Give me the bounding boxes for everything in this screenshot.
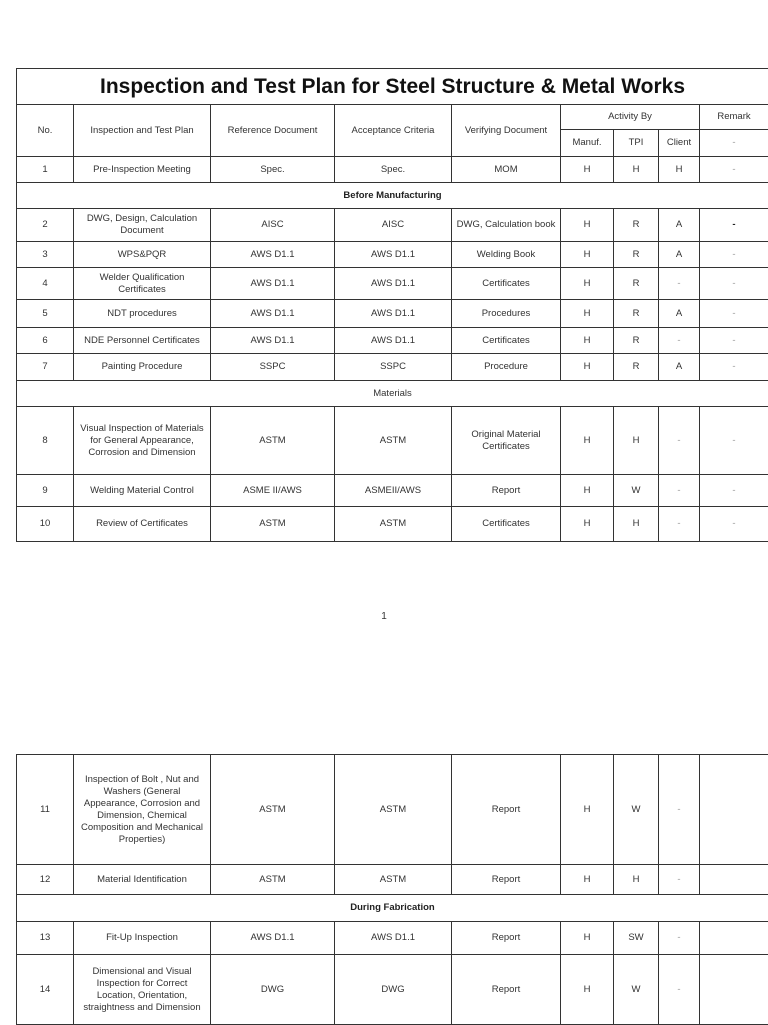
row-acceptance: AWS D1.1 [335,268,452,300]
table-row [17,475,768,507]
row-no: 3 [17,242,74,268]
row-remark: - [700,407,768,475]
row-client: - [659,865,700,895]
row-remark [700,955,768,1025]
row-no: 13 [17,922,74,955]
row-reference: DWG [211,955,335,1025]
row-verifying: Certificates [452,507,561,542]
header-tpi: TPI [614,130,659,157]
row-manuf: H [561,209,614,242]
row-manuf: H [561,865,614,895]
header-manuf: Manuf. [561,130,614,157]
row-plan: Inspection of Bolt , Nut and Washers (General Appearance, Corrosion and Dimension, Chemical Composition and Mechanical Properties) [74,755,211,865]
row-no: 6 [17,328,74,354]
row-no: 11 [17,755,74,865]
row-verifying: Report [452,755,561,865]
page-number: 1 [0,611,768,622]
document-title: Inspection and Test Plan for Steel Structure & Metal Works [17,69,768,105]
row-plan: WPS&PQR [74,242,211,268]
row-client: A [659,354,700,381]
table-row [17,755,768,865]
row-manuf: H [561,922,614,955]
table-row [17,955,768,1025]
row-manuf: H [561,268,614,300]
row-plan: Painting Procedure [74,354,211,381]
row-plan: DWG, Design, Calculation Document [74,209,211,242]
row-plan: Welder Qualification Certificates [74,268,211,300]
row-tpi: H [614,407,659,475]
row-client: - [659,475,700,507]
row-reference: ASTM [211,507,335,542]
row-remark: - [700,300,768,328]
row-verifying: Report [452,475,561,507]
row-reference: ASTM [211,407,335,475]
row-remark: - [700,209,768,242]
row-acceptance: ASTM [335,865,452,895]
row-tpi: R [614,268,659,300]
row-client: A [659,209,700,242]
row-verifying: Report [452,865,561,895]
row-manuf: H [561,242,614,268]
row-tpi: R [614,328,659,354]
row-no: 10 [17,507,74,542]
table-row [17,865,768,895]
row-acceptance: AISC [335,209,452,242]
row-remark: - [700,507,768,542]
row-remark: - [700,268,768,300]
table-row [17,354,768,381]
row-client: - [659,268,700,300]
row-acceptance: ASTM [335,407,452,475]
row-acceptance: AWS D1.1 [335,328,452,354]
header-plan: Inspection and Test Plan [74,105,211,157]
header-activity-by: Activity By [561,105,700,130]
row-reference: AISC [211,209,335,242]
row-remark: - [700,157,768,183]
row-tpi: H [614,865,659,895]
row-remark [700,865,768,895]
row-verifying: Report [452,955,561,1025]
table-row [17,268,768,300]
row-no: 8 [17,407,74,475]
row-remark: - [700,475,768,507]
row-plan: NDT procedures [74,300,211,328]
row-manuf: H [561,475,614,507]
row-manuf: H [561,755,614,865]
row-tpi: W [614,755,659,865]
row-tpi: R [614,300,659,328]
row-verifying: Report [452,922,561,955]
row-tpi: H [614,157,659,183]
header-no: No. [17,105,74,157]
row-plan: Fit-Up Inspection [74,922,211,955]
row-verifying: MOM [452,157,561,183]
row-tpi: W [614,955,659,1025]
row-reference: Spec. [211,157,335,183]
header-client: Client [659,130,700,157]
row-no: 5 [17,300,74,328]
row-remark: - [700,354,768,381]
row-acceptance: SSPC [335,354,452,381]
row-manuf: H [561,955,614,1025]
table-row [17,300,768,328]
row-client: - [659,922,700,955]
itp-table-page-1 [16,68,768,542]
row-plan: Dimensional and Visual Inspection for Correct Location, Orientation, straightness and Dimension [74,955,211,1025]
table-row [17,242,768,268]
row-tpi: H [614,507,659,542]
row-no: 4 [17,268,74,300]
section-during-fabrication: During Fabrication [17,895,768,922]
row-manuf: H [561,507,614,542]
table-row [17,209,768,242]
row-client: - [659,955,700,1025]
row-manuf: H [561,157,614,183]
row-reference: AWS D1.1 [211,300,335,328]
row-reference: ASME II/AWS [211,475,335,507]
row-tpi: R [614,354,659,381]
row-acceptance: AWS D1.1 [335,922,452,955]
section-before-manufacturing: Before Manufacturing [17,183,768,209]
row-acceptance: AWS D1.1 [335,242,452,268]
row-tpi: R [614,242,659,268]
header-remark-dash: - [700,130,768,157]
table-row [17,507,768,542]
row-client: - [659,755,700,865]
row-acceptance: AWS D1.1 [335,300,452,328]
section-materials: Materials [17,381,768,407]
header-remark: Remark [700,105,768,130]
row-client: - [659,407,700,475]
row-plan: Material Identification [74,865,211,895]
row-plan: Pre-Inspection Meeting [74,157,211,183]
row-remark [700,922,768,955]
row-acceptance: ASTM [335,755,452,865]
row-no: 14 [17,955,74,1025]
row-acceptance: Spec. [335,157,452,183]
row-acceptance: ASMEII/AWS [335,475,452,507]
row-reference: SSPC [211,354,335,381]
itp-table-page-2 [16,754,768,1025]
table-row [17,407,768,475]
row-no: 2 [17,209,74,242]
row-remark: - [700,242,768,268]
row-remark: - [700,328,768,354]
table-row [17,922,768,955]
row-client: A [659,242,700,268]
row-plan: Visual Inspection of Materials for General Appearance, Corrosion and Dimension [74,407,211,475]
row-no: 1 [17,157,74,183]
row-reference: AWS D1.1 [211,922,335,955]
row-remark [700,755,768,865]
row-acceptance: ASTM [335,507,452,542]
row-client: A [659,300,700,328]
row-manuf: H [561,354,614,381]
row-client: - [659,328,700,354]
row-no: 7 [17,354,74,381]
header-verifying: Verifying Document [452,105,561,157]
table-row [17,328,768,354]
row-reference: ASTM [211,755,335,865]
row-verifying: Original Material Certificates [452,407,561,475]
row-client: - [659,507,700,542]
header-reference: Reference Document [211,105,335,157]
row-client: H [659,157,700,183]
row-verifying: DWG, Calculation book [452,209,561,242]
row-no: 12 [17,865,74,895]
row-manuf: H [561,328,614,354]
row-acceptance: DWG [335,955,452,1025]
row-verifying: Certificates [452,328,561,354]
row-reference: AWS D1.1 [211,268,335,300]
row-tpi: SW [614,922,659,955]
row-manuf: H [561,407,614,475]
table-row [17,157,768,183]
row-reference: AWS D1.1 [211,328,335,354]
header-acceptance: Acceptance Criteria [335,105,452,157]
row-plan: Welding Material Control [74,475,211,507]
row-plan: Review of Certificates [74,507,211,542]
row-tpi: R [614,209,659,242]
row-verifying: Certificates [452,268,561,300]
row-no: 9 [17,475,74,507]
row-verifying: Welding Book [452,242,561,268]
row-verifying: Procedure [452,354,561,381]
row-reference: ASTM [211,865,335,895]
row-plan: NDE Personnel Certificates [74,328,211,354]
row-verifying: Procedures [452,300,561,328]
row-reference: AWS D1.1 [211,242,335,268]
row-tpi: W [614,475,659,507]
row-manuf: H [561,300,614,328]
